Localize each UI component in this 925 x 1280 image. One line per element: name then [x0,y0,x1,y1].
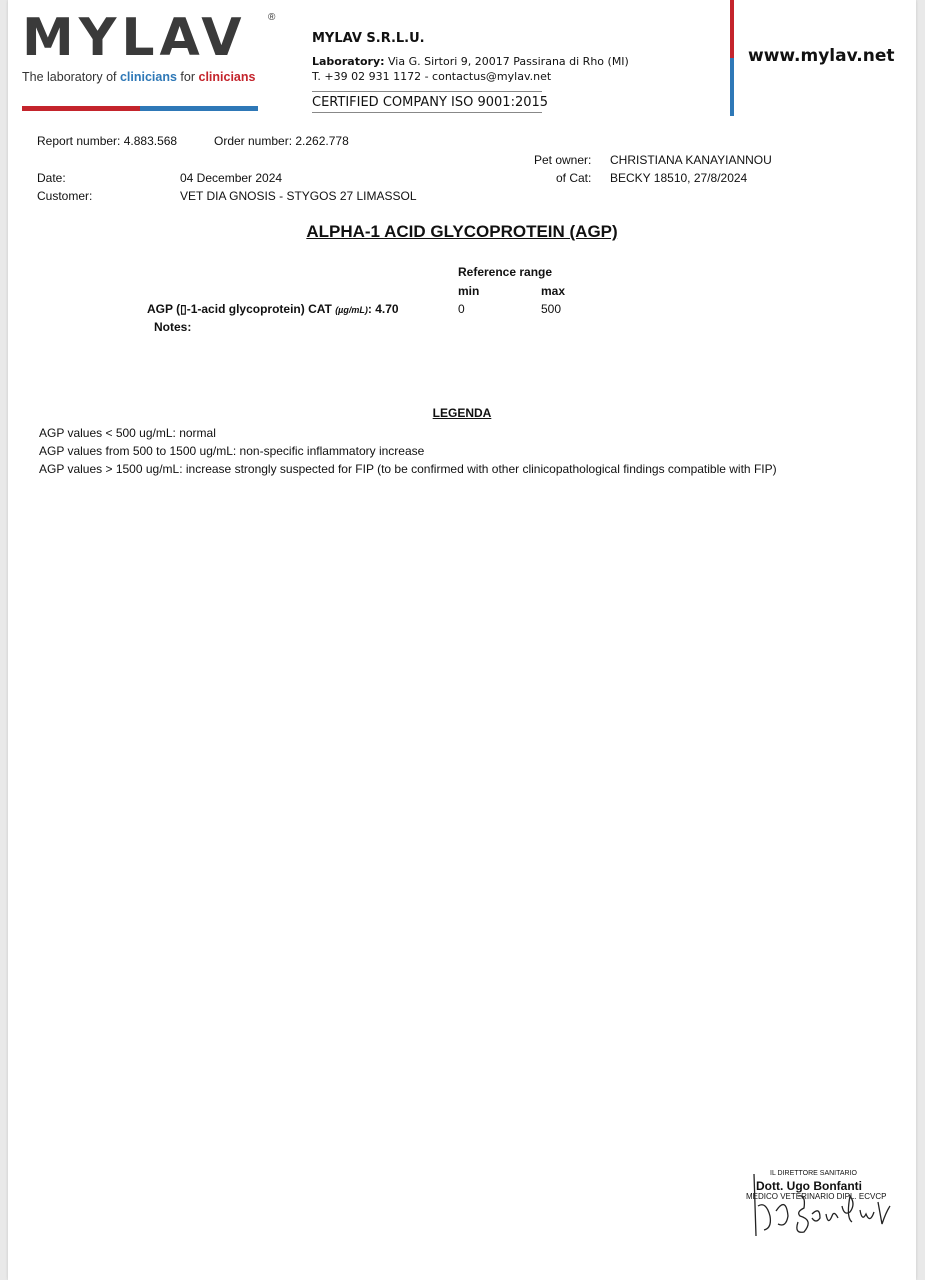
customer-value: VET DIA GNOSIS - STYGOS 27 LIMASSOL [180,189,417,203]
pet-owner-label: Pet owner: [534,153,592,167]
of-cat-label: of Cat: [556,171,592,185]
iso-certification: CERTIFIED COMPANY ISO 9001:2015 [312,95,549,110]
website-link[interactable]: www.mylav.net [748,46,895,66]
logo-tagline: The laboratory of clinicians for clinicians [22,70,256,84]
registered-mark: ® [268,12,276,23]
header-color-bar [730,0,734,116]
legend-line: AGP values from 500 to 1500 ug/mL: non-specific inflammatory increase [39,444,425,458]
of-cat-value: BECKY 18510, 27/8/2024 [610,171,748,185]
report-number: Report number: 4.883.568 [37,134,178,148]
notes-label: Notes: [154,320,192,334]
date-value: 04 December 2024 [180,171,283,185]
signature-block [746,1166,896,1246]
agp-unit: (µg/mL) [335,305,368,315]
min-label: min [458,284,480,298]
agp-max-value: 500 [541,302,562,316]
agp-result-row [147,302,399,317]
legend-line: AGP values > 1500 ug/mL: increase strongly suspected for FIP (to be confirmed with other clinicopathological findings compatible with FIP) [39,462,777,476]
order-number: Order number: 2.262.778 [214,134,349,148]
reference-range-label: Reference range [458,265,553,279]
customer-label: Customer: [37,189,93,203]
mylav-logo [22,8,276,120]
max-label: max [541,284,566,298]
test-title: ALPHA-1 ACID GLYCOPROTEIN (AGP) [306,222,618,241]
agp-min-value: 0 [458,302,465,316]
handwritten-signature [746,1166,896,1246]
logo-wordmark: MYLAV [22,8,247,68]
signature-subtitle: MEDICO VETERINARIO DIPL. ECVCP [746,1192,887,1201]
logo-color-bar [22,106,258,111]
agp-param-label: AGP (▯-1-acid glycoprotein) CAT [147,302,332,316]
signature-role: IL DIRETTORE SANITARIO [770,1170,857,1177]
legend-line: AGP values < 500 ug/mL: normal [39,426,216,440]
date-label: Date: [37,171,66,185]
contact-line: T. +39 02 931 1172 - contactus@mylav.net [312,70,552,83]
signature-name: Dott. Ugo Bonfanti [756,1179,862,1193]
company-name: MYLAV S.R.L.U. [312,31,425,46]
legend-title: LEGENDA [432,406,492,420]
lab-address: Laboratory: Via G. Sirtori 9, 20017 Passirana di Rho (MI) [312,55,629,68]
report-page [8,0,916,1280]
agp-value: : 4.70 [367,302,399,316]
pet-owner-value: CHRISTIANA KANAYIANNOU [610,153,772,167]
